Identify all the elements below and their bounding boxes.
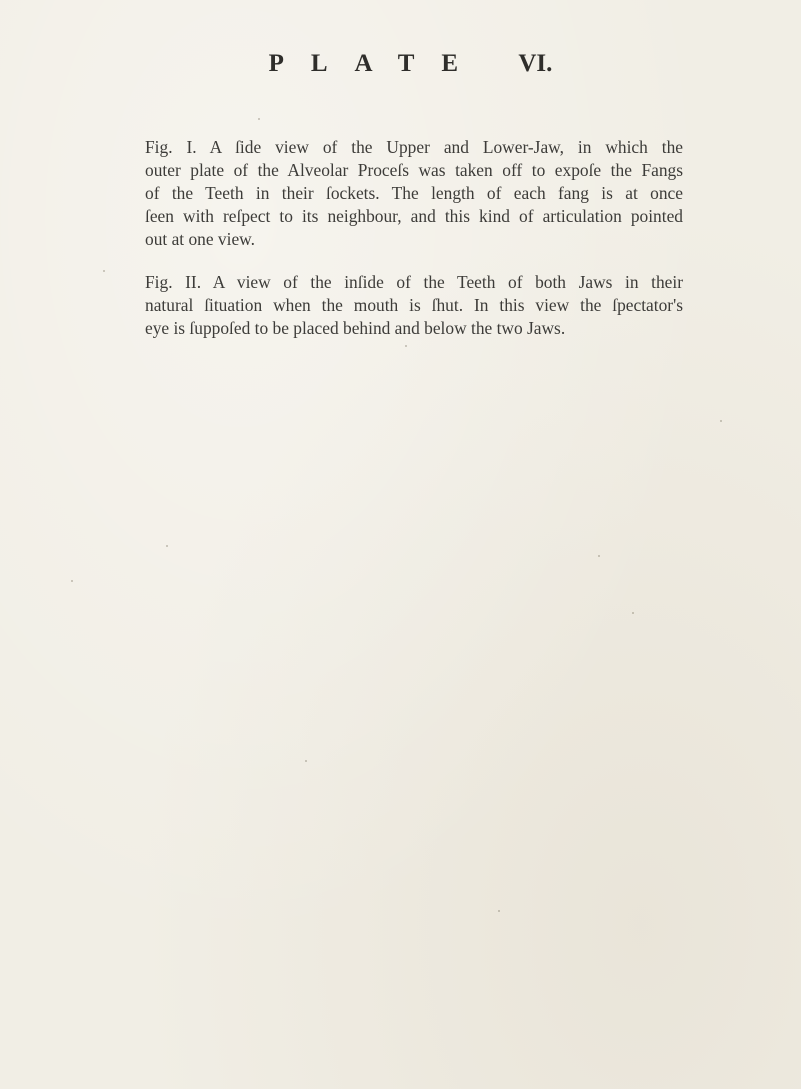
paper-speck xyxy=(166,545,168,547)
figure-2-description xyxy=(145,271,683,340)
paper-speck xyxy=(305,760,307,762)
paper-speck xyxy=(71,580,73,582)
paper-speck xyxy=(405,345,407,347)
plate-heading xyxy=(0,50,801,78)
paper-speck xyxy=(720,420,722,422)
paper-speck xyxy=(498,910,500,912)
figure-1-description xyxy=(145,136,683,251)
text-line: of the Teeth in their ſockets. The length of each fang is at once xyxy=(145,183,683,203)
text-line: eye is ſuppoſed to be placed behind and below the two Jaws. xyxy=(145,318,566,338)
text-line: Fig. I. A ſide view of the Upper and Lower-Jaw, in which the xyxy=(145,137,683,157)
text-line: outer plate of the Alveolar Proceſs was taken off to expoſe the Fangs xyxy=(145,160,683,180)
text-line: natural ſituation when the mouth is ſhut. In this view the ſpectator's xyxy=(145,295,683,315)
text-line: Fig. II. A view of the inſide of the Teeth of both Jaws in their xyxy=(145,272,683,292)
paper-speck xyxy=(258,118,260,120)
plate-number: VI. xyxy=(518,50,553,77)
plate-word: PLATE xyxy=(268,50,486,77)
paper-speck xyxy=(632,612,634,614)
text-line: out at one view. xyxy=(145,229,255,249)
paper-speck xyxy=(103,270,105,272)
text-line: ſeen with reſpect to its neighbour, and this kind of articulation pointed xyxy=(145,206,683,226)
figure-descriptions xyxy=(145,136,683,360)
paper-speck xyxy=(598,555,600,557)
